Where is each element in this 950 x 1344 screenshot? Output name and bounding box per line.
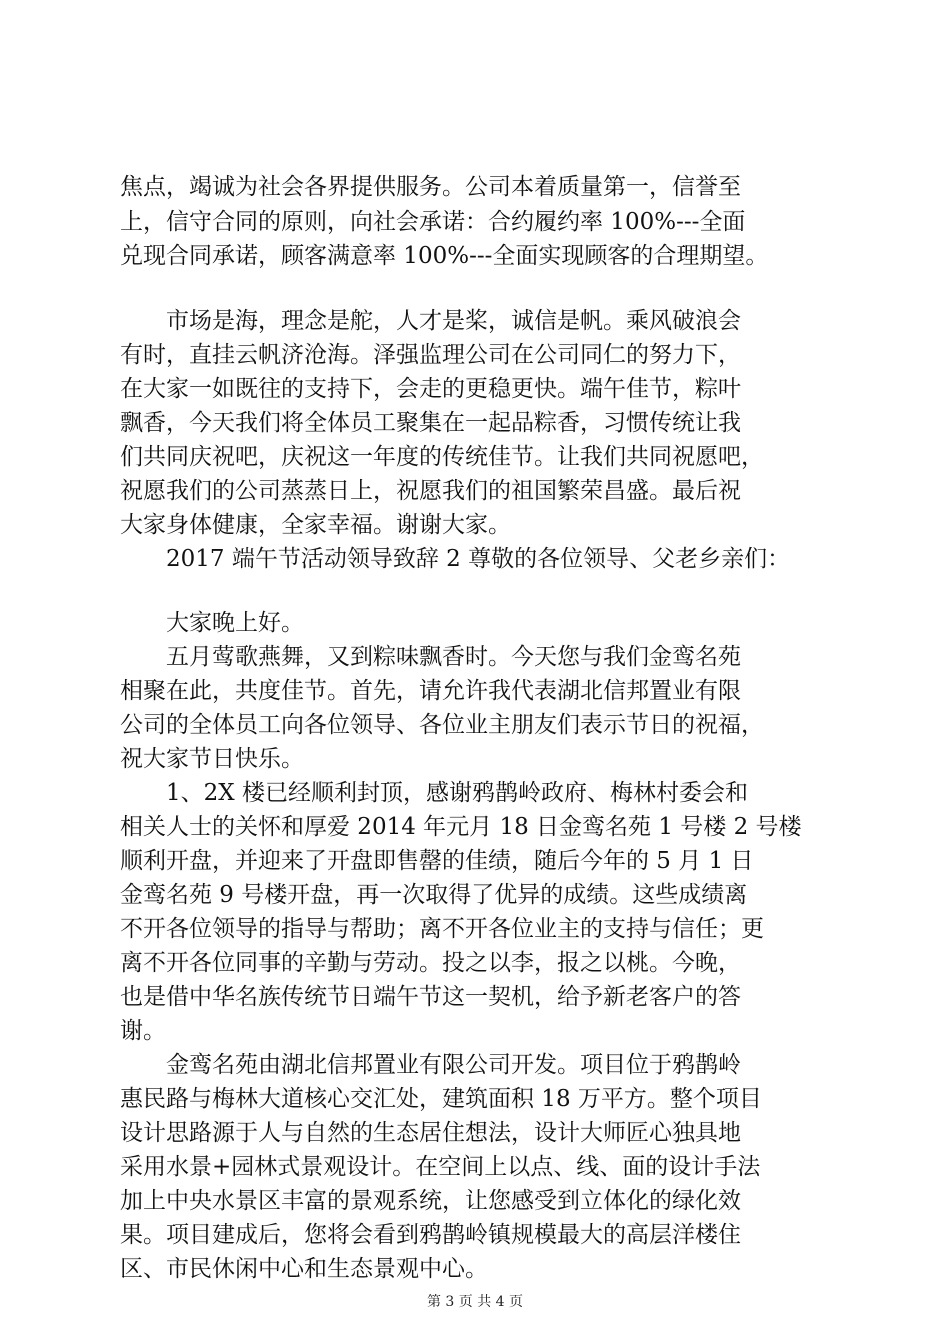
text-line: 祝愿我们的公司蒸蒸日上，祝愿我们的祖国繁荣昌盛。最后祝 xyxy=(120,478,741,504)
text-line: 兑现合同承诺，顾客满意率 100%---全面实现顾客的合理期望。 xyxy=(120,243,769,269)
text-line: 飘香，今天我们将全体员工聚集在一起品粽香，习惯传统让我 xyxy=(120,410,741,436)
text-line: 果。项目建成后，您将会看到鸦鹊岭镇规模最大的高层洋楼住 xyxy=(120,1222,741,1248)
text-line: 金鸾名苑 9 号楼开盘，再一次取得了优异的成绩。这些成绩离 xyxy=(120,882,748,908)
text-line: 焦点，竭诚为社会各界提供服务。公司本着质量第一，信誉至 xyxy=(120,174,741,200)
page-number-label: 第 3 页 共 4 页 xyxy=(426,1294,524,1310)
text-line: 设计思路源于人与自然的生态居住想法，设计大师匠心独具地 xyxy=(120,1120,741,1146)
text-line: 加上中央水景区丰富的景观系统，让您感受到立体化的绿化效 xyxy=(120,1188,741,1214)
text-line: 惠民路与梅林大道核心交汇处，建筑面积 18 万平方。整个项目 xyxy=(120,1086,762,1112)
text-line: 祝大家节日快乐。 xyxy=(120,746,304,772)
text-line: 大家晚上好。 xyxy=(166,610,304,636)
text-line: 在大家一如既往的支持下，会走的更稳更快。端午佳节，粽叶 xyxy=(120,376,741,402)
text-line: 相关人士的关怀和厚爱 2014 年元月 18 日金鸾名苑 1 号楼 2 号楼 xyxy=(120,814,802,840)
page-footer xyxy=(0,1292,950,1312)
text-line: 谢。 xyxy=(120,1018,166,1044)
text-line: 离不开各位同事的辛勤与劳动。投之以李，报之以桃。今晚， xyxy=(120,950,741,976)
text-line: 2017 端午节活动领导致辞 2 尊敬的各位领导、父老乡亲们： xyxy=(166,546,791,572)
text-line: 也是借中华名族传统节日端午节这一契机，给予新老客户的答 xyxy=(120,984,741,1010)
text-line: 大家身体健康，全家幸福。谢谢大家。 xyxy=(120,512,511,538)
text-line: 上，信守合同的原则，向社会承诺：合约履约率 100%---全面 xyxy=(120,209,746,235)
text-line: 相聚在此，共度佳节。首先，请允许我代表湖北信邦置业有限 xyxy=(120,678,741,704)
text-line: 区、市民休闲中心和生态景观中心。 xyxy=(120,1256,488,1282)
text-line: 顺利开盘，并迎来了开盘即售罄的佳绩，随后今年的 5 月 1 日 xyxy=(120,848,754,874)
text-line: 五月莺歌燕舞，又到粽味飘香时。今天您与我们金鸾名苑 xyxy=(166,644,741,670)
text-line: 们共同庆祝吧，庆祝这一年度的传统佳节。让我们共同祝愿吧， xyxy=(120,444,764,470)
text-line: 有时，直挂云帆济沧海。泽强监理公司在公司同仁的努力下， xyxy=(120,342,741,368)
text-line: 公司的全体员工向各位领导、各位业主朋友们表示节日的祝福， xyxy=(120,712,764,738)
text-line: 1、2X 楼已经顺利封顶，感谢鸦鹊岭政府、梅林村委会和 xyxy=(166,780,748,806)
text-line: 金鸾名苑由湖北信邦置业有限公司开发。项目位于鸦鹊岭 xyxy=(166,1052,741,1078)
text-line: 不开各位领导的指导与帮助；离不开各位业主的支持与信任；更 xyxy=(120,916,764,942)
text-line: 采用水景+园林式景观设计。在空间上以点、线、面的设计手法 xyxy=(120,1154,761,1180)
text-line: 市场是海，理念是舵，人才是桨，诚信是帆。乘风破浪会 xyxy=(166,308,741,334)
